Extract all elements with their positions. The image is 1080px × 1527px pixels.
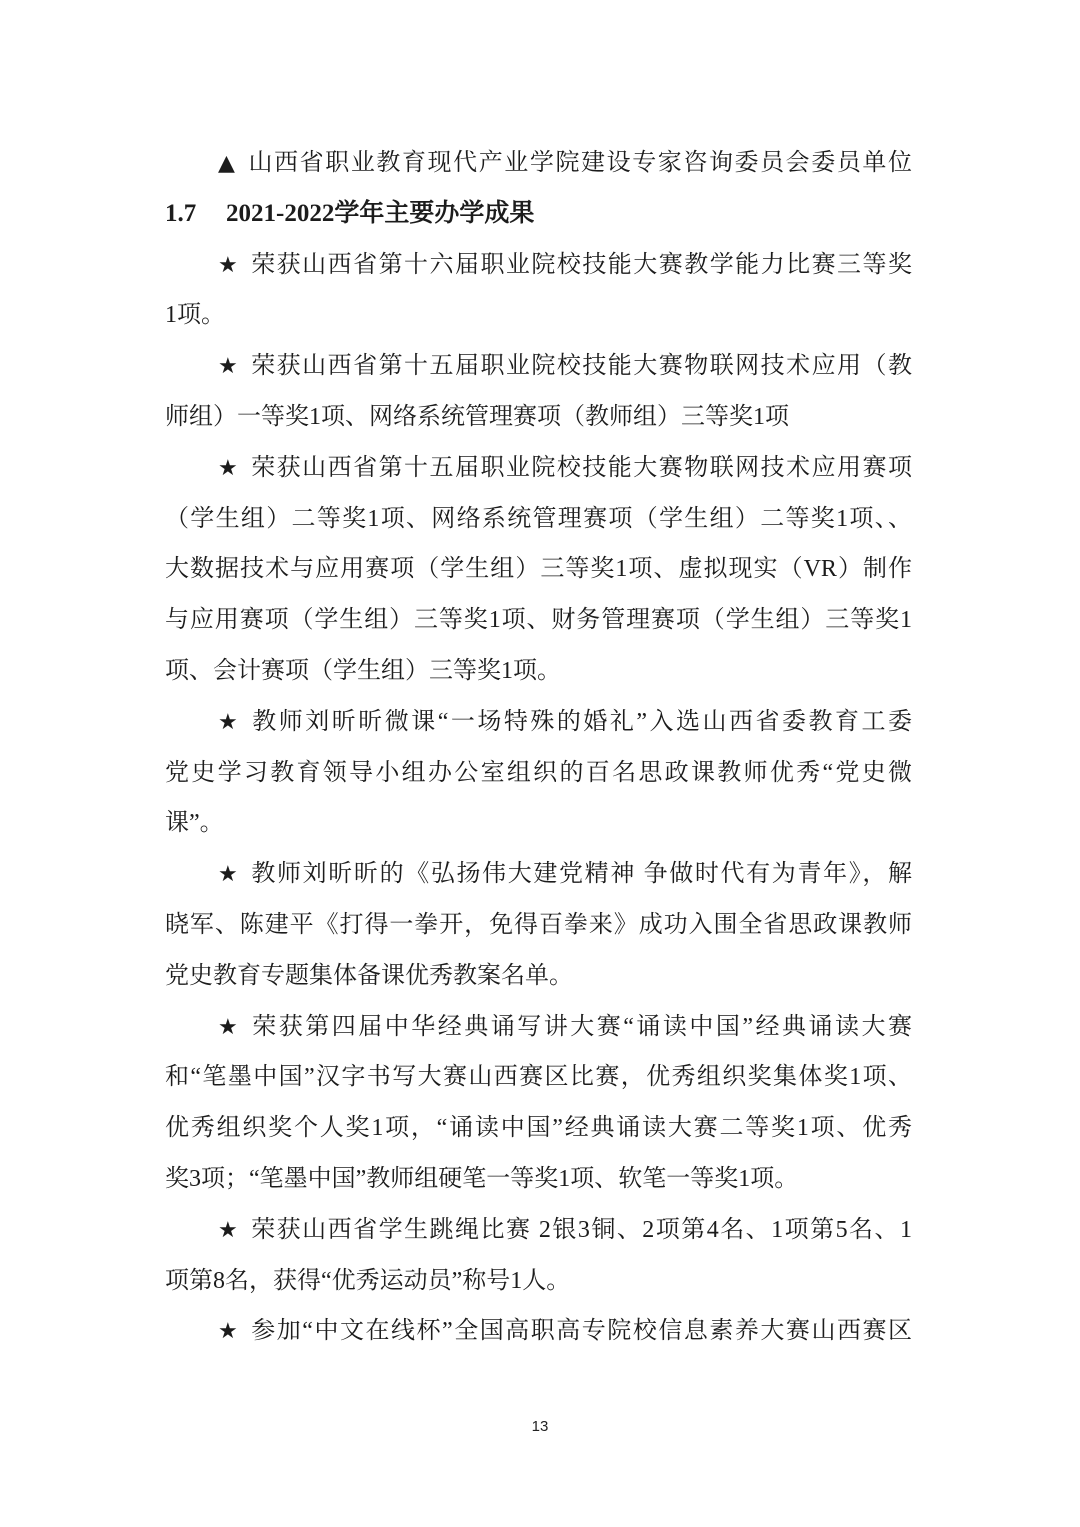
- paragraph-line: ★ 参加“中文在线杯”全国高职高专院校信息素养大赛山西赛区: [165, 1306, 912, 1357]
- paragraph-line: ★ 荣获山西省第十六届职业院校技能大赛教学能力比赛三等奖: [165, 240, 912, 291]
- paragraph-line: 大数据技术与应用赛项（学生组）三等奖1项、虚拟现实（VR）制作: [165, 556, 912, 583]
- triangle-bullet-icon: ▲: [218, 151, 235, 176]
- achievement-item: [165, 697, 912, 849]
- star-bullet-icon: ★: [218, 1319, 238, 1345]
- page-number: 13: [531, 1418, 549, 1435]
- star-bullet-icon: ★: [218, 252, 238, 278]
- paragraph-line: ▲ 山西省职业教育现代产业学院建设专家咨询委员会委员单位: [165, 138, 912, 189]
- paragraph-line: 晓军、陈建平《打得一拳开，免得百拳来》成功入围全省思政课教师: [165, 911, 912, 938]
- achievement-item: [165, 1002, 912, 1205]
- achievement-item: [165, 341, 912, 443]
- paragraph-line: ★ 教师刘昕昕的《弘扬伟大建党精神 争做时代有为青年》，解: [165, 849, 912, 900]
- section-title: 2021-2022学年主要办学成果: [226, 199, 535, 227]
- section-number: 1.7: [165, 199, 197, 227]
- paragraph-line: ★ 荣获第四届中华经典诵写讲大赛“诵读中国”经典诵读大赛: [165, 1002, 912, 1053]
- paragraph-line: ★ 荣获山西省第十五届职业院校技能大赛物联网技术应用赛项: [165, 443, 912, 494]
- achievement-item: [165, 240, 912, 342]
- intro-item: [165, 138, 912, 189]
- paragraph-line: 和“笔墨中国”汉字书写大赛山西赛区比赛，优秀组织奖集体奖1项、: [165, 1064, 912, 1091]
- paragraph-line: ★ 荣获山西省第十五届职业院校技能大赛物联网技术应用（教: [165, 341, 912, 392]
- paragraph-line: 课”。: [165, 810, 224, 837]
- paragraph-line: ★ 荣获山西省学生跳绳比赛 2银3铜、2项第4名、1项第5名、1: [165, 1205, 912, 1256]
- achievement-item: [165, 1205, 912, 1307]
- paragraph-line: ★ 教师刘昕昕微课“一场特殊的婚礼”入选山西省委教育工委: [165, 697, 912, 748]
- achievement-item: [165, 849, 912, 1001]
- star-bullet-icon: ★: [218, 709, 238, 735]
- star-bullet-icon: ★: [218, 354, 238, 380]
- star-bullet-icon: ★: [218, 455, 238, 481]
- paragraph-line: 党史教育专题集体备课优秀教案名单。: [165, 962, 573, 989]
- page-body: [165, 138, 912, 1357]
- paragraph-line: 党史学习教育领导小组办公室组织的百名思政课教师优秀“党史微: [165, 759, 912, 786]
- paragraph-line: 师组）一等奖1项、网络系统管理赛项（教师组）三等奖1项: [165, 403, 789, 430]
- achievement-item: [165, 443, 912, 697]
- section-heading: [165, 189, 912, 240]
- star-bullet-icon: ★: [218, 1014, 238, 1040]
- paragraph-line: 与应用赛项（学生组）三等奖1项、财务管理赛项（学生组）三等奖1: [165, 607, 912, 634]
- paragraph-line: 项、会计赛项（学生组）三等奖1项。: [165, 657, 561, 684]
- paragraph-line: 项第8名，获得“优秀运动员”称号1人。: [165, 1267, 571, 1294]
- paragraph-line: 1项。: [165, 302, 225, 329]
- paragraph-line: 奖3项；“笔墨中国”教师组硬笔一等奖1项、软笔一等奖1项。: [165, 1165, 799, 1192]
- paragraph-line: 优秀组织奖个人奖1项，“诵读中国”经典诵读大赛二等奖1项、优秀: [165, 1115, 912, 1142]
- paragraph-line: （学生组）二等奖1项、网络系统管理赛项（学生组）二等奖1项、、: [165, 505, 912, 532]
- star-bullet-icon: ★: [218, 862, 238, 888]
- achievement-item: [165, 1306, 912, 1357]
- star-bullet-icon: ★: [218, 1217, 238, 1243]
